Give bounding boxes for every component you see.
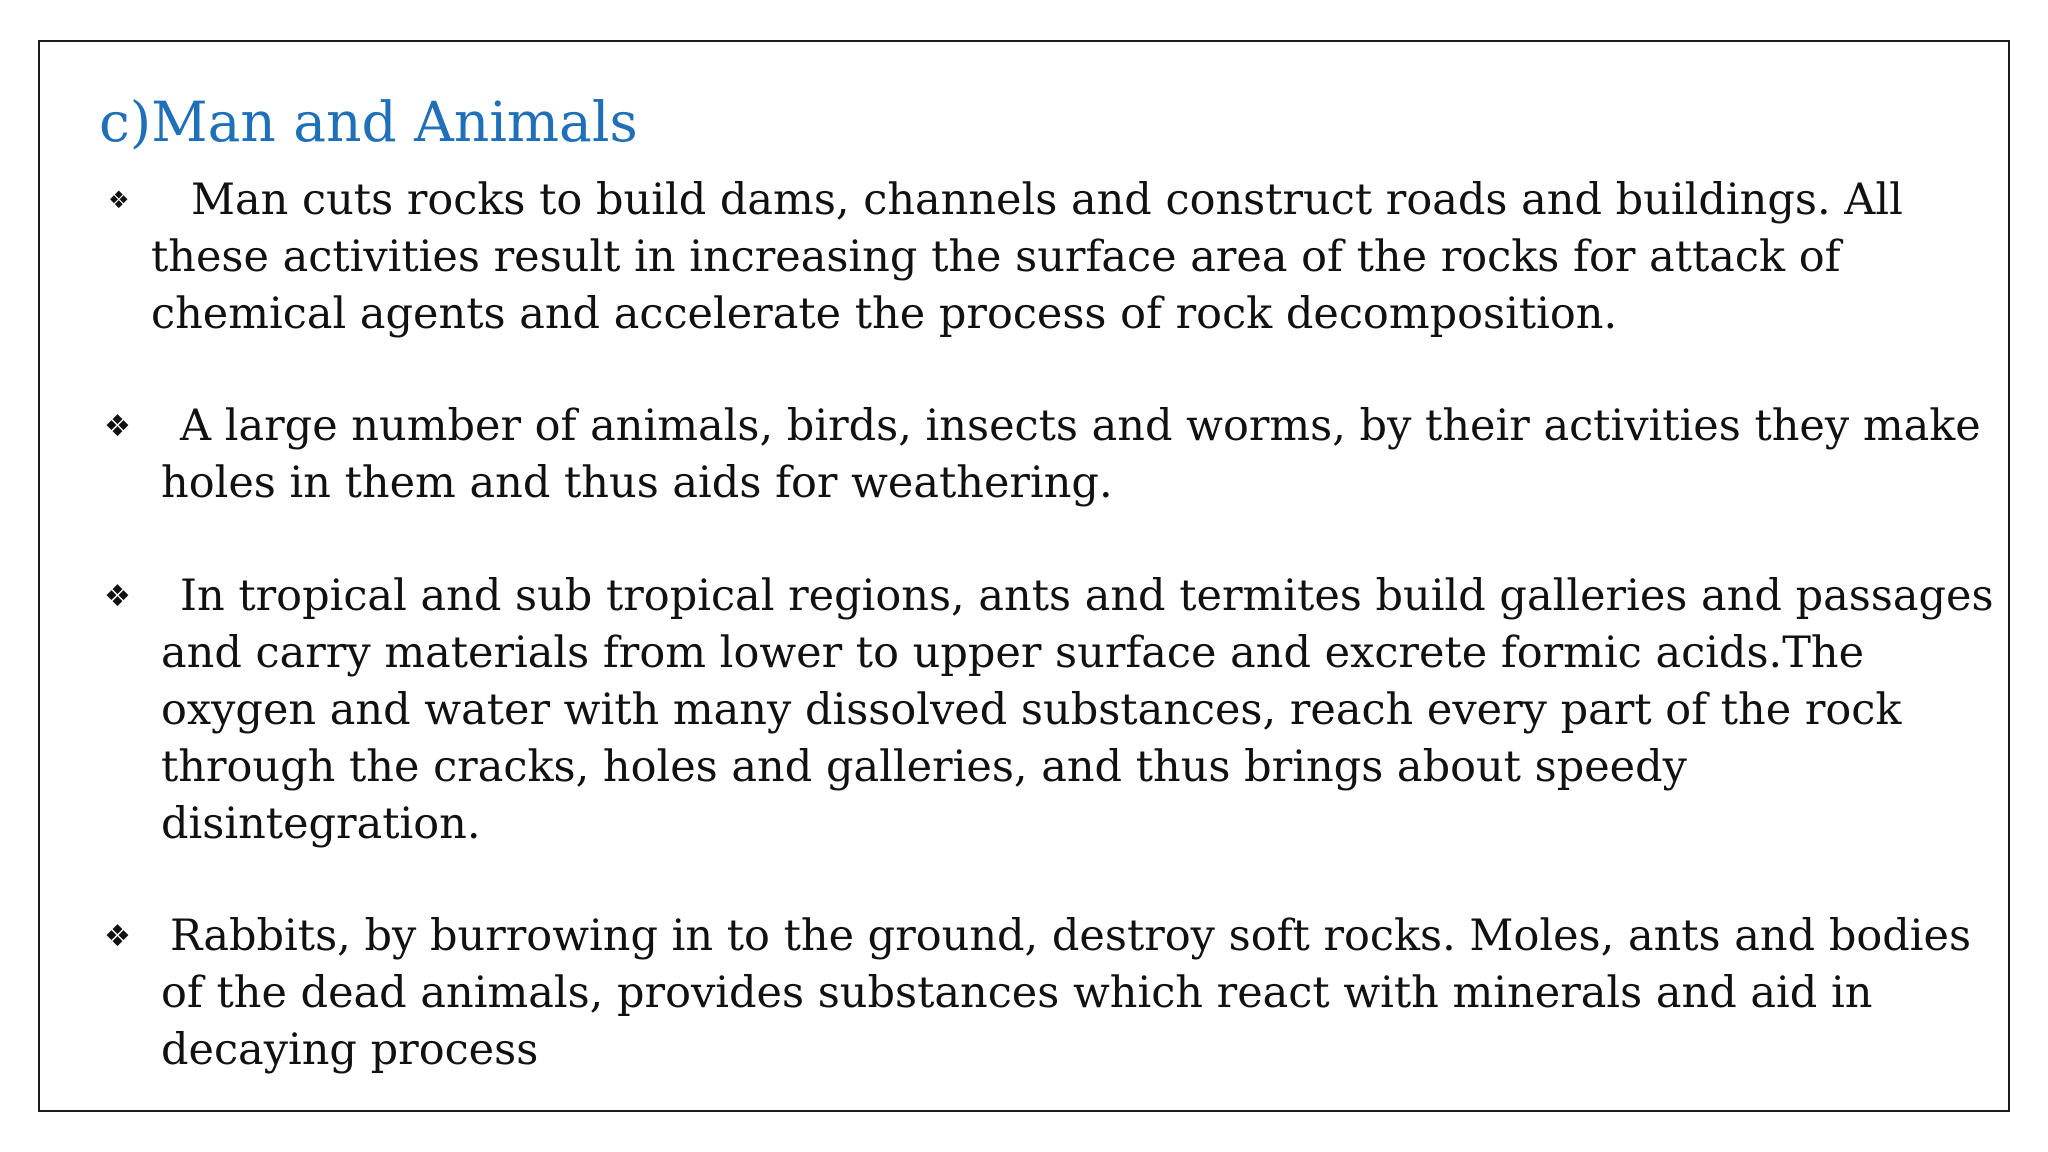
diamond-bullet-icon: ❖ [104,919,131,954]
bullet-item-animals-birds-insects [104,398,1981,512]
diamond-bullet-icon: ❖ [108,186,130,214]
bullet-line: A large number of animals, birds, insects and worms, by their activities they make [180,401,1981,451]
bullet-line: chemical agents and accelerate the process of rock decomposition. [151,289,1618,339]
bullet-item-man-cuts-rocks [108,172,1903,343]
bullet-line: and carry materials from lower to upper surface and excrete formic acids.The [161,628,1865,678]
bullet-item-rabbits-moles [104,908,1971,1079]
bullet-line: disintegration. [161,799,481,849]
bullet-line: In tropical and sub tropical regions, ants and termites build galleries and passages [180,571,1994,621]
bullet-line: Rabbits, by burrowing in to the ground, destroy soft rocks. Moles, ants and bodies [170,911,1972,961]
bullet-line: these activities result in increasing the surface area of the rocks for attack of [151,232,1841,282]
bullet-line: of the dead animals, provides substances which react with minerals and aid in [161,968,1873,1018]
bullet-line: decaying process [161,1025,539,1075]
bullet-line: holes in them and thus aids for weathering. [161,458,1113,508]
diamond-bullet-icon: ❖ [104,579,131,614]
bullet-line: Man cuts rocks to build dams, channels and construct roads and buildings. All [191,175,1903,225]
slide-title: c)Man and Animals [99,90,638,154]
diamond-bullet-icon: ❖ [104,409,131,444]
bullet-line: oxygen and water with many dissolved substances, reach every part of the rock [161,685,1902,735]
bullet-item-ants-termites [104,568,1994,853]
bullet-line: through the cracks, holes and galleries, and thus brings about speedy [161,742,1687,792]
